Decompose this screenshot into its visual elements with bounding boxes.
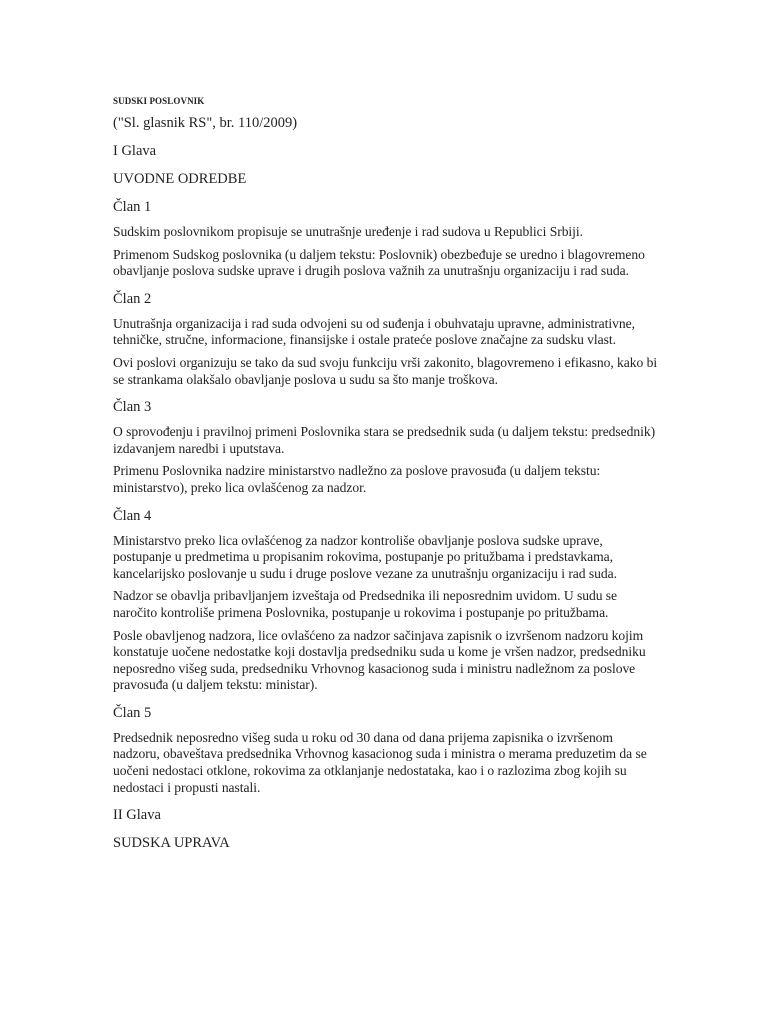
article-5-label: Član 5 [113,704,152,721]
article-4-paragraph-1: Ministarstvo preko lica ovlašćenog za nadzor kontroliše obavljanje poslova sudske uprave, postupanje u predmetima u propisanim rokovima, postupanje po pritužbama i predstavkama, kancelarijsko poslovanje u sudu i druge poslove vezane za unutrašnju organizaciju i rad suda. [113,532,617,581]
document-subtitle: ("Sl. glasnik RS", br. 110/2009) [113,115,298,131]
article-5-paragraph-1: Predsednik neposredno višeg suda u roku od 30 dana od dana prijema zapisnika o izvršenom nadzoru, obaveštava predsednika Vrhovnog kasacionog suda i ministra o merama preduzetim da se uočeni nedostaci otklone, rokovima za otklanjanje nedostataka, kao i o razlozima zbog kojih su nedostaci i propusti nastali. [113,729,647,795]
document-page [113,94,658,852]
article-1-label: Član 1 [113,199,152,215]
document-title: SUDSKI POSLOVNIK [113,96,205,106]
article-1-paragraph-1: Sudskim poslovnikom propisuje se unutrašnje uređenje i rad sudova u Republici Srbiji. [113,224,583,239]
article-4-paragraph-3: Posle obavljenog nadzora, lice ovlašćeno za nadzor sačinjava zapisnik o izvršenom nadzoru kojim konstatuje uočene nedostatke koji dostavlja predsedniku suda u kome je vršen nadzor, predsedniku neposredno višeg suda, predsedniku Vrhovnog kasacionog suda i ministru nadležnom za poslove pravosuđa (u daljem tekstu: ministar). [113,627,646,693]
article-2-paragraph-1: Unutrašnja organizacija i rad suda odvojeni su od suđenja i obuhvataju upravne, administrativne, tehničke, stručne, informacione, finansijske i ostale prateće poslove značajne za sudsku vlast. [113,315,635,348]
article-2-label: Član 2 [113,290,152,307]
chapter-2-label: II Glava [113,807,161,824]
chapter-1-name: UVODNE ODREDBE [113,171,247,187]
article-4-paragraph-2: Nadzor se obavlja pribavljanjem izveštaja od Predsednika ili neposrednim uvidom. U sudu se naročito kontroliše primena Poslovnika, postupanje u rokovima i postupanje po pritužbama. [113,588,618,620]
article-3-label: Član 3 [113,399,152,416]
article-3-paragraph-1: O sprovođenju i pravilnoj primeni Poslovnika stara se predsednik suda (u daljem tekstu: predsednik) izdavanjem naredbi i uputstava. [113,424,656,456]
article-2-paragraph-2: Ovi poslovi organizuju se tako da sud svoju funkciju vrši zakonito, blagovremeno i efikasno, kako bi se strankama olakšalo obavljanje poslova u sudu sa što manje troškova. [113,354,658,387]
article-4-label: Član 4 [113,507,152,524]
article-1-paragraph-2: Primenom Sudskog poslovnika (u daljem tekstu: Poslovnik) obezbeđuje se uredno i blagovremeno obavljanje poslova sudske uprave i drugih poslova važnih za unutrašnju organizaciju i rad suda. [113,246,645,279]
chapter-2-name: SUDSKA UPRAVA [113,835,230,852]
article-3-paragraph-2: Primenu Poslovnika nadzire ministarstvo nadležno za poslove pravosuđa (u daljem tekstu: ministarstvo), preko lica ovlašćenog za nadzor. [113,463,601,495]
chapter-1-label: I Glava [113,143,157,159]
